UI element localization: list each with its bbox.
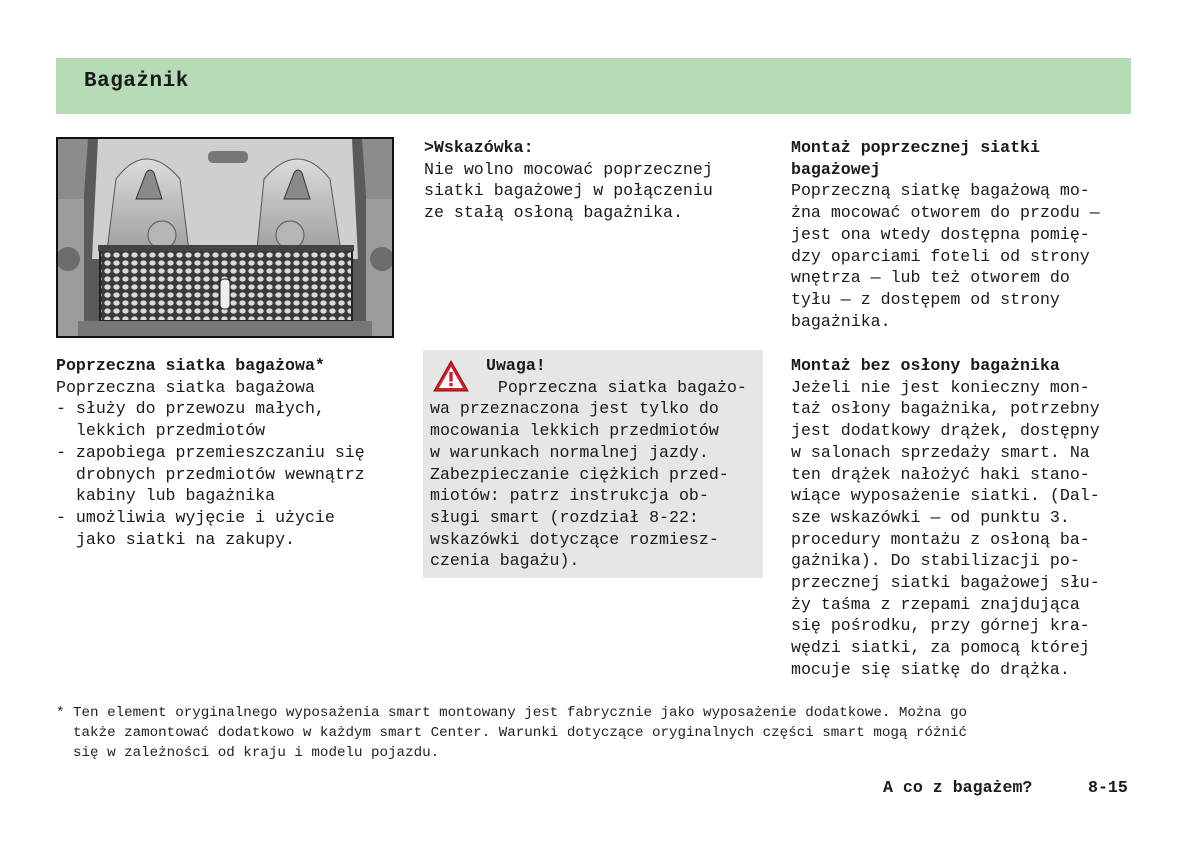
mount2-line: wędzi siatki, za pomocą której: [791, 638, 1090, 658]
footnote-line: także zamontować dodatkowo w każdym smart Center. Warunki dotyczące oryginalnych części smart mogą różnić: [56, 725, 967, 741]
warning-title: Uwaga!: [486, 356, 546, 375]
tip-title: >Wskazówka:: [424, 138, 534, 157]
section-title: Bagażnik: [84, 70, 189, 93]
net-line: jako siatki na zakupy.: [56, 529, 295, 549]
mount-line: dzy oparciami foteli od strony: [791, 246, 1090, 266]
mount-heading: bagażowej: [791, 159, 881, 179]
trunk-net-illustration: [56, 137, 394, 338]
net-description-block: [56, 355, 365, 550]
net-line: - umożliwia wyjęcie i użycie: [56, 507, 335, 527]
mount-line: tyłu — z dostępem od strony: [791, 289, 1060, 309]
warning-line: Zabezpieczanie ciężkich przed-: [430, 464, 729, 484]
tip-line: ze stałą osłoną bagażnika.: [424, 203, 683, 223]
net-line: - służy do przewozu małych,: [56, 399, 325, 419]
mount-line: wnętrza — lub też otworem do: [791, 268, 1070, 288]
mount2-line: gażnika). Do stabilizacji po-: [791, 551, 1080, 571]
footnote: [56, 703, 967, 763]
warning-line: Poprzeczna siatka bagażo-: [478, 377, 747, 397]
mount2-line: wiące wyposażenie siatki. (Dal-: [791, 486, 1100, 506]
mount2-line: ży taśma z rzepami znajdująca: [791, 594, 1080, 614]
mount2-line: w salonach sprzedaży smart. Na: [791, 442, 1090, 462]
warning-line: miotów: patrz instrukcja ob-: [430, 486, 709, 506]
warning-line: wa przeznaczona jest tylko do: [430, 399, 719, 419]
mount2-line: sze wskazówki — od punktu 3.: [791, 507, 1070, 527]
mount2-line: Jeżeli nie jest konieczny mon-: [791, 377, 1090, 397]
tip-line: Nie wolno mocować poprzecznej: [424, 159, 713, 179]
footer-section-name: A co z bagażem?: [883, 778, 1033, 797]
mount2-line: procedury montażu z osłoną ba-: [791, 529, 1090, 549]
footnote-line: się w zależności od kraju i modelu pojazdu.: [56, 745, 440, 761]
mount2-line: jest dodatkowy drążek, dostępny: [791, 421, 1100, 441]
mount-line: żna mocować otworem do przodu —: [791, 203, 1100, 223]
mount2-line: ten drążek nałożyć haki stano-: [791, 464, 1090, 484]
mount-line: jest ona wtedy dostępna pomię-: [791, 224, 1090, 244]
trunk-net-drawing: [58, 139, 392, 336]
net-line: Poprzeczna siatka bagażowa: [56, 377, 315, 397]
warning-line: mocowania lekkich przedmiotów: [430, 421, 719, 441]
warning-line: w warunkach normalnej jazdy.: [430, 442, 709, 462]
net-line: drobnych przedmiotów wewnątrz: [56, 464, 365, 484]
net-line: kabiny lub bagażnika: [56, 486, 276, 506]
warning-line: wskazówki dotyczące rozmiesz-: [430, 529, 719, 549]
warning-box: [423, 350, 763, 578]
section-header-band: [56, 58, 1131, 114]
net-line: - zapobiega przemieszczaniu się: [56, 442, 365, 462]
mount-line: Poprzeczną siatkę bagażową mo-: [791, 181, 1090, 201]
net-heading: Poprzeczna siatka bagażowa*: [56, 356, 325, 375]
tip-block: [424, 137, 713, 224]
mount2-line: się pośrodku, przy górnej kra-: [791, 616, 1090, 636]
warning-line: sługi smart (rozdział 8-22:: [430, 507, 699, 527]
warning-line: czenia bagażu).: [430, 551, 580, 571]
mount-block: [791, 137, 1100, 332]
mount2-line: taż osłony bagażnika, potrzebny: [791, 399, 1100, 419]
mount-line: bagażnika.: [791, 311, 891, 331]
mount-without-cover-block: [791, 355, 1100, 681]
tip-line: siatki bagażowej w połączeniu: [424, 181, 713, 201]
mount2-line: przecznej siatki bagażowej słu-: [791, 573, 1100, 593]
mount-heading: Montaż poprzecznej siatki: [791, 138, 1040, 157]
net-line: lekkich przedmiotów: [56, 421, 266, 441]
mount2-heading: Montaż bez osłony bagażnika: [791, 356, 1060, 375]
page-number: 8-15: [1088, 778, 1128, 797]
mount2-line: mocuje się siatkę do drążka.: [791, 659, 1070, 679]
footnote-line: * Ten element oryginalnego wyposażenia smart montowany jest fabrycznie jako wyposażenie dodatkowe. Można go: [56, 705, 967, 721]
warning-text: [430, 355, 747, 572]
